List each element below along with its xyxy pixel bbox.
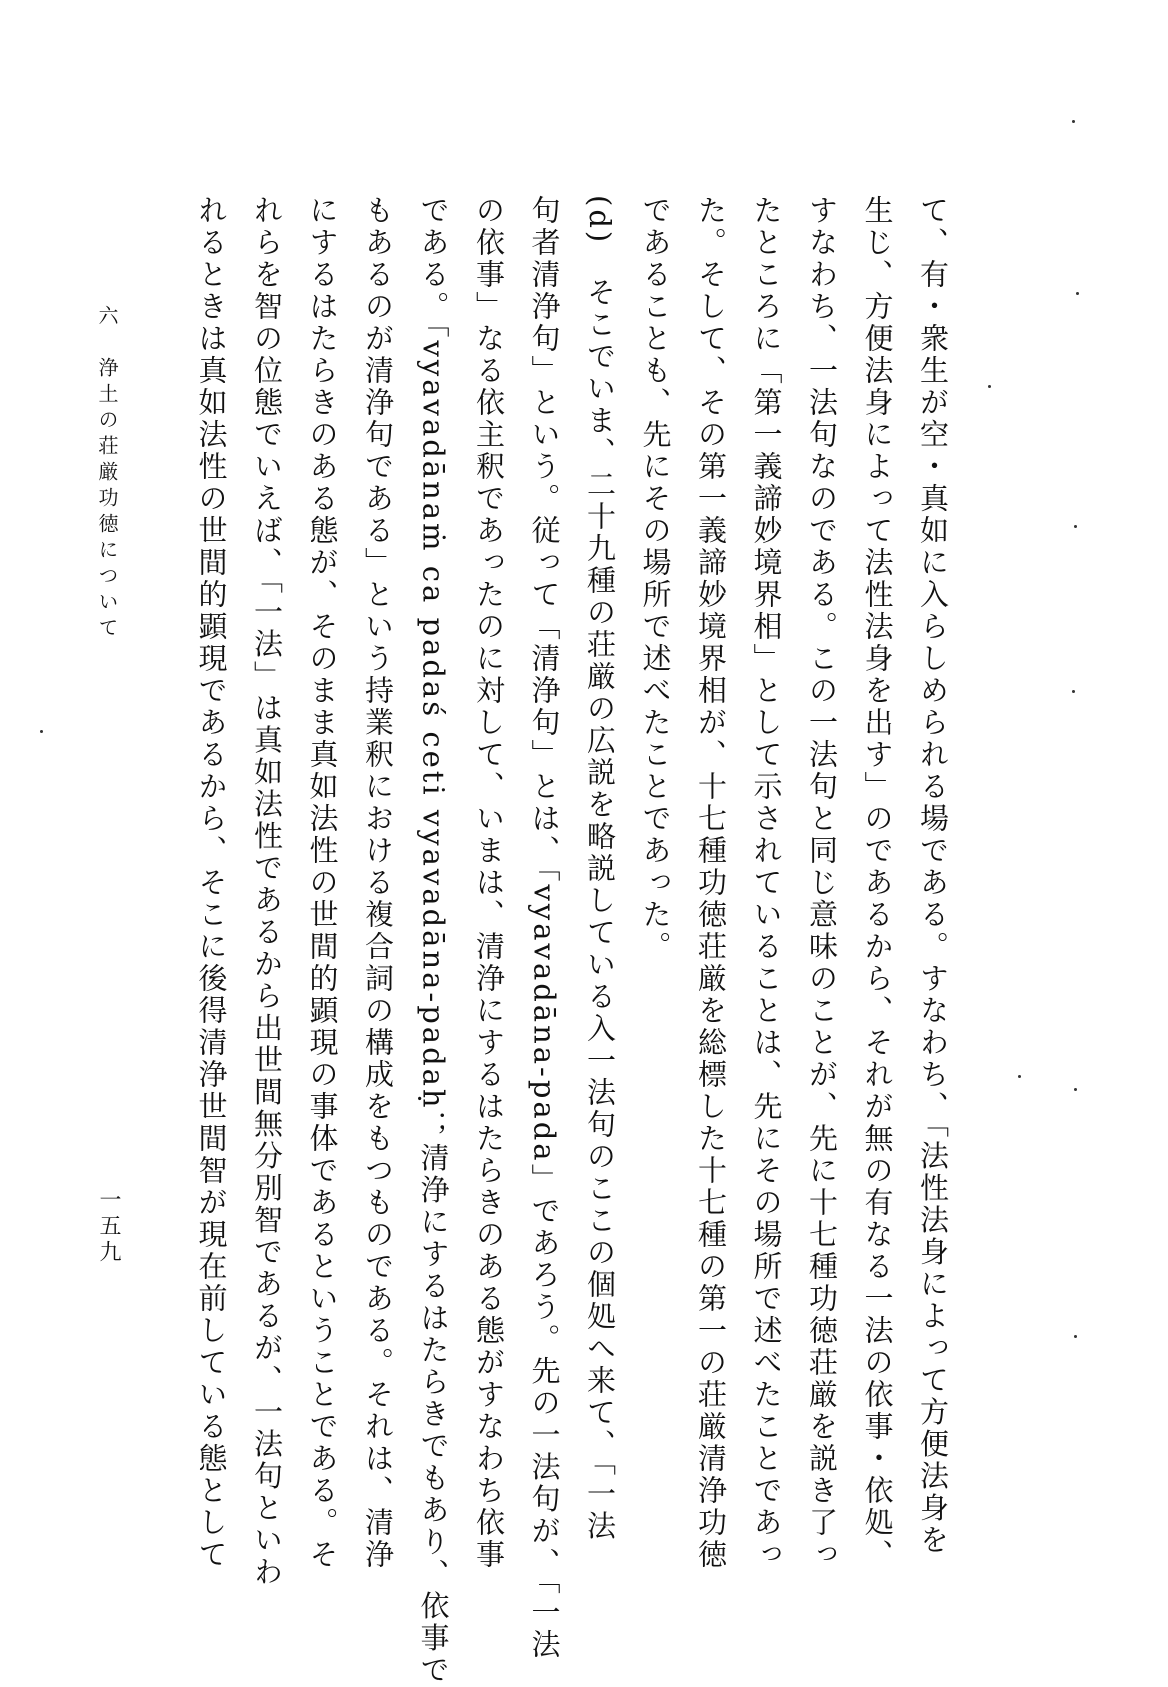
body-text [140, 195, 960, 1687]
scan-speck [988, 385, 991, 388]
scan-speck [1074, 1088, 1077, 1091]
scan-speck [1018, 1075, 1021, 1078]
text-line: 生じ、方便法身によって法性法身を出す」のであるから、それが無の有なる一法の依事・依処、 [860, 195, 895, 1571]
text-line: た。そして、その第一義諦妙境界相が、十七種功徳荘厳を総標した十七種の第一の荘厳清浄功徳 [694, 195, 728, 1571]
text-line: (d) そこでいま、二十九種の荘厳の広説を略説している入一法句のここの個処へ来て、「一法 [583, 195, 617, 1543]
page-number: 一五九 [96, 1188, 121, 1266]
text-line: であることも、先にその場所で述べたことであった。 [638, 195, 673, 963]
text-line: れるときは真如法性の世間的顕現であるから、そこに後得清浄世間智が現在前している態として [194, 195, 229, 1571]
chapter-title: 六 浄土の荘厳功徳について [95, 305, 119, 643]
text-line: にするはたらきのある態が、そのまま真如法性の世間的顕現の事体であるということである。そ [305, 195, 340, 1571]
text-line: て、有・衆生が空・真如に入らしめられる場である。すなわち、「法性法身によって方便法身を [916, 195, 950, 1557]
scan-speck [1074, 525, 1077, 528]
text-line: 句者清浄句」という。従って「清浄句」とは、「vyavadāna-pada」であろう。先の一法句が、「一法 [527, 195, 562, 1662]
text-line: たところに「第一義諦妙境界相」として示されていることは、先にその場所で述べたことであっ [749, 195, 784, 1571]
scan-speck [1076, 292, 1079, 295]
text-line: である。「vyavadānaṁ ca padaś ceti vyavadāna-padaḥ；清浄にするはたらきでもあり、依事で [416, 195, 451, 1687]
scan-speck [1072, 120, 1075, 123]
scan-speck [1072, 690, 1075, 693]
text-line: れらを智の位態でいえば、「一法」は真如法性であるから出世間無分別智であるが、一法句といわ [250, 195, 284, 1589]
text-line: の依事」なる依主釈であったのに対して、いまは、清浄にするはたらきのある態がすなわち依事 [472, 195, 506, 1571]
text-line: すなわち、一法句なのである。この一法句と同じ意味のことが、先に十七種功徳荘厳を説き了っ [805, 195, 839, 1571]
scan-speck [40, 730, 43, 733]
text-line: もあるのが清浄句である」という持業釈における複合詞の構成をもつものである。それは、清浄 [361, 195, 395, 1571]
scan-speck [1074, 1335, 1077, 1338]
